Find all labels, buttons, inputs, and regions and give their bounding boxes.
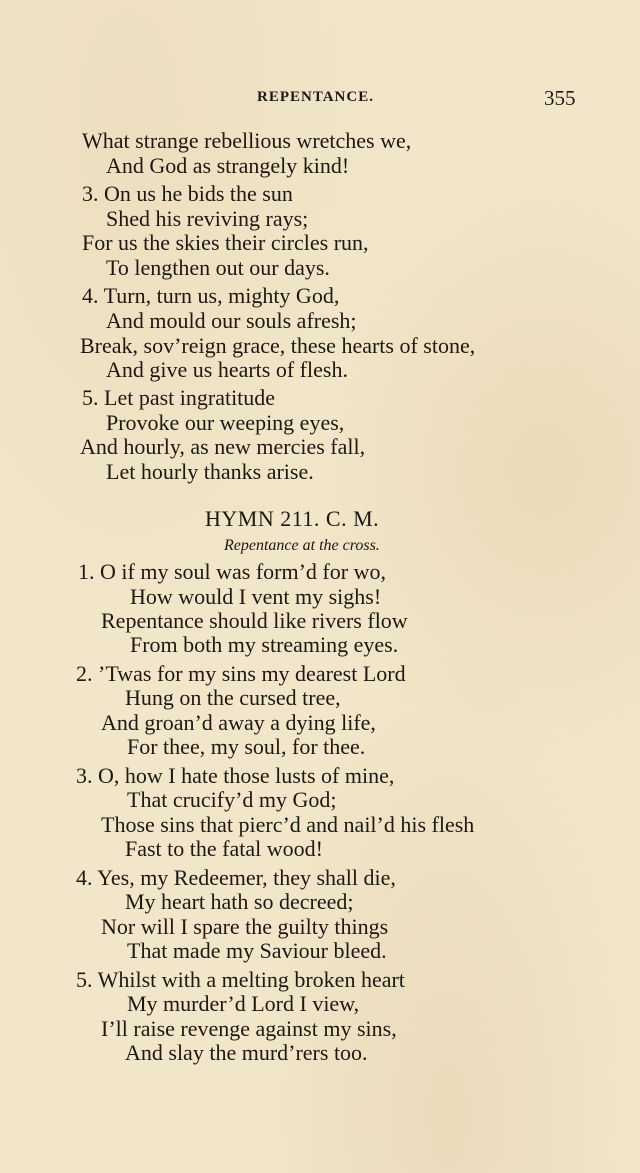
verse-line: My murder’d Lord I view,: [127, 991, 360, 1016]
verse-line: 2. ’Twas for my sins my dearest Lord: [76, 661, 406, 686]
verse-line: That made my Saviour bleed.: [127, 938, 387, 963]
verse-line: And hourly, as new mercies fall,: [80, 434, 366, 459]
verse-line: How would I vent my sighs!: [130, 584, 382, 609]
page-number: 355: [544, 86, 576, 110]
verse-line: Fast to the fatal wood!: [125, 836, 323, 861]
verse-line: Those sins that pierc’d and nail’d his flesh: [101, 812, 475, 837]
verse-line: 3. O, how I hate those lusts of mine,: [76, 763, 395, 788]
verse-line: From both my streaming eyes.: [130, 632, 399, 657]
verse-line: 5. Whilst with a melting broken heart: [76, 967, 405, 992]
verse-line: Nor will I spare the guilty things: [101, 914, 389, 939]
verse-line: That crucify’d my God;: [127, 787, 337, 812]
verse-line: Shed his reviving rays;: [106, 206, 309, 231]
verse-line: For us the skies their circles run,: [82, 230, 369, 255]
running-head: REPENTANCE.: [257, 89, 374, 105]
verse-line: 1. O if my soul was form’d for wo,: [78, 559, 386, 584]
verse-line: And groan’d away a dying life,: [101, 710, 376, 735]
verse-line: 3. On us he bids the sun: [82, 181, 293, 206]
verse-line: Break, sov’reign grace, these hearts of stone,: [80, 333, 476, 358]
verse-line: Provoke our weeping eyes,: [106, 410, 345, 435]
page-header: [0, 86, 640, 116]
verse-line: Repentance should like rivers flow: [101, 608, 408, 633]
verse-line: To lengthen out our days.: [106, 255, 330, 280]
verse-line: 4. Turn, turn us, mighty God,: [82, 283, 340, 308]
verse-line: What strange rebellious wretches we,: [82, 128, 412, 153]
verse-line: I’ll raise revenge against my sins,: [101, 1016, 397, 1041]
verse-line: My heart hath so decreed;: [125, 889, 354, 914]
verse-line: And give us hearts of flesh.: [106, 357, 348, 382]
verse-line: And God as strangely kind!: [106, 153, 350, 178]
hymn-title: HYMN 211. C. M.: [205, 506, 380, 531]
verse-line: For thee, my soul, for thee.: [127, 734, 366, 759]
verse-line: 4. Yes, my Redeemer, they shall die,: [76, 865, 396, 890]
verse-line: Hung on the cursed tree,: [125, 685, 341, 710]
verse-line: Let hourly thanks arise.: [106, 459, 314, 484]
verse-line: And slay the murd’rers too.: [125, 1040, 368, 1065]
verse-line: 5. Let past ingratitude: [82, 385, 276, 410]
verse-line: And mould our souls afresh;: [106, 308, 357, 333]
hymn-subtitle: Repentance at the cross.: [224, 537, 380, 554]
